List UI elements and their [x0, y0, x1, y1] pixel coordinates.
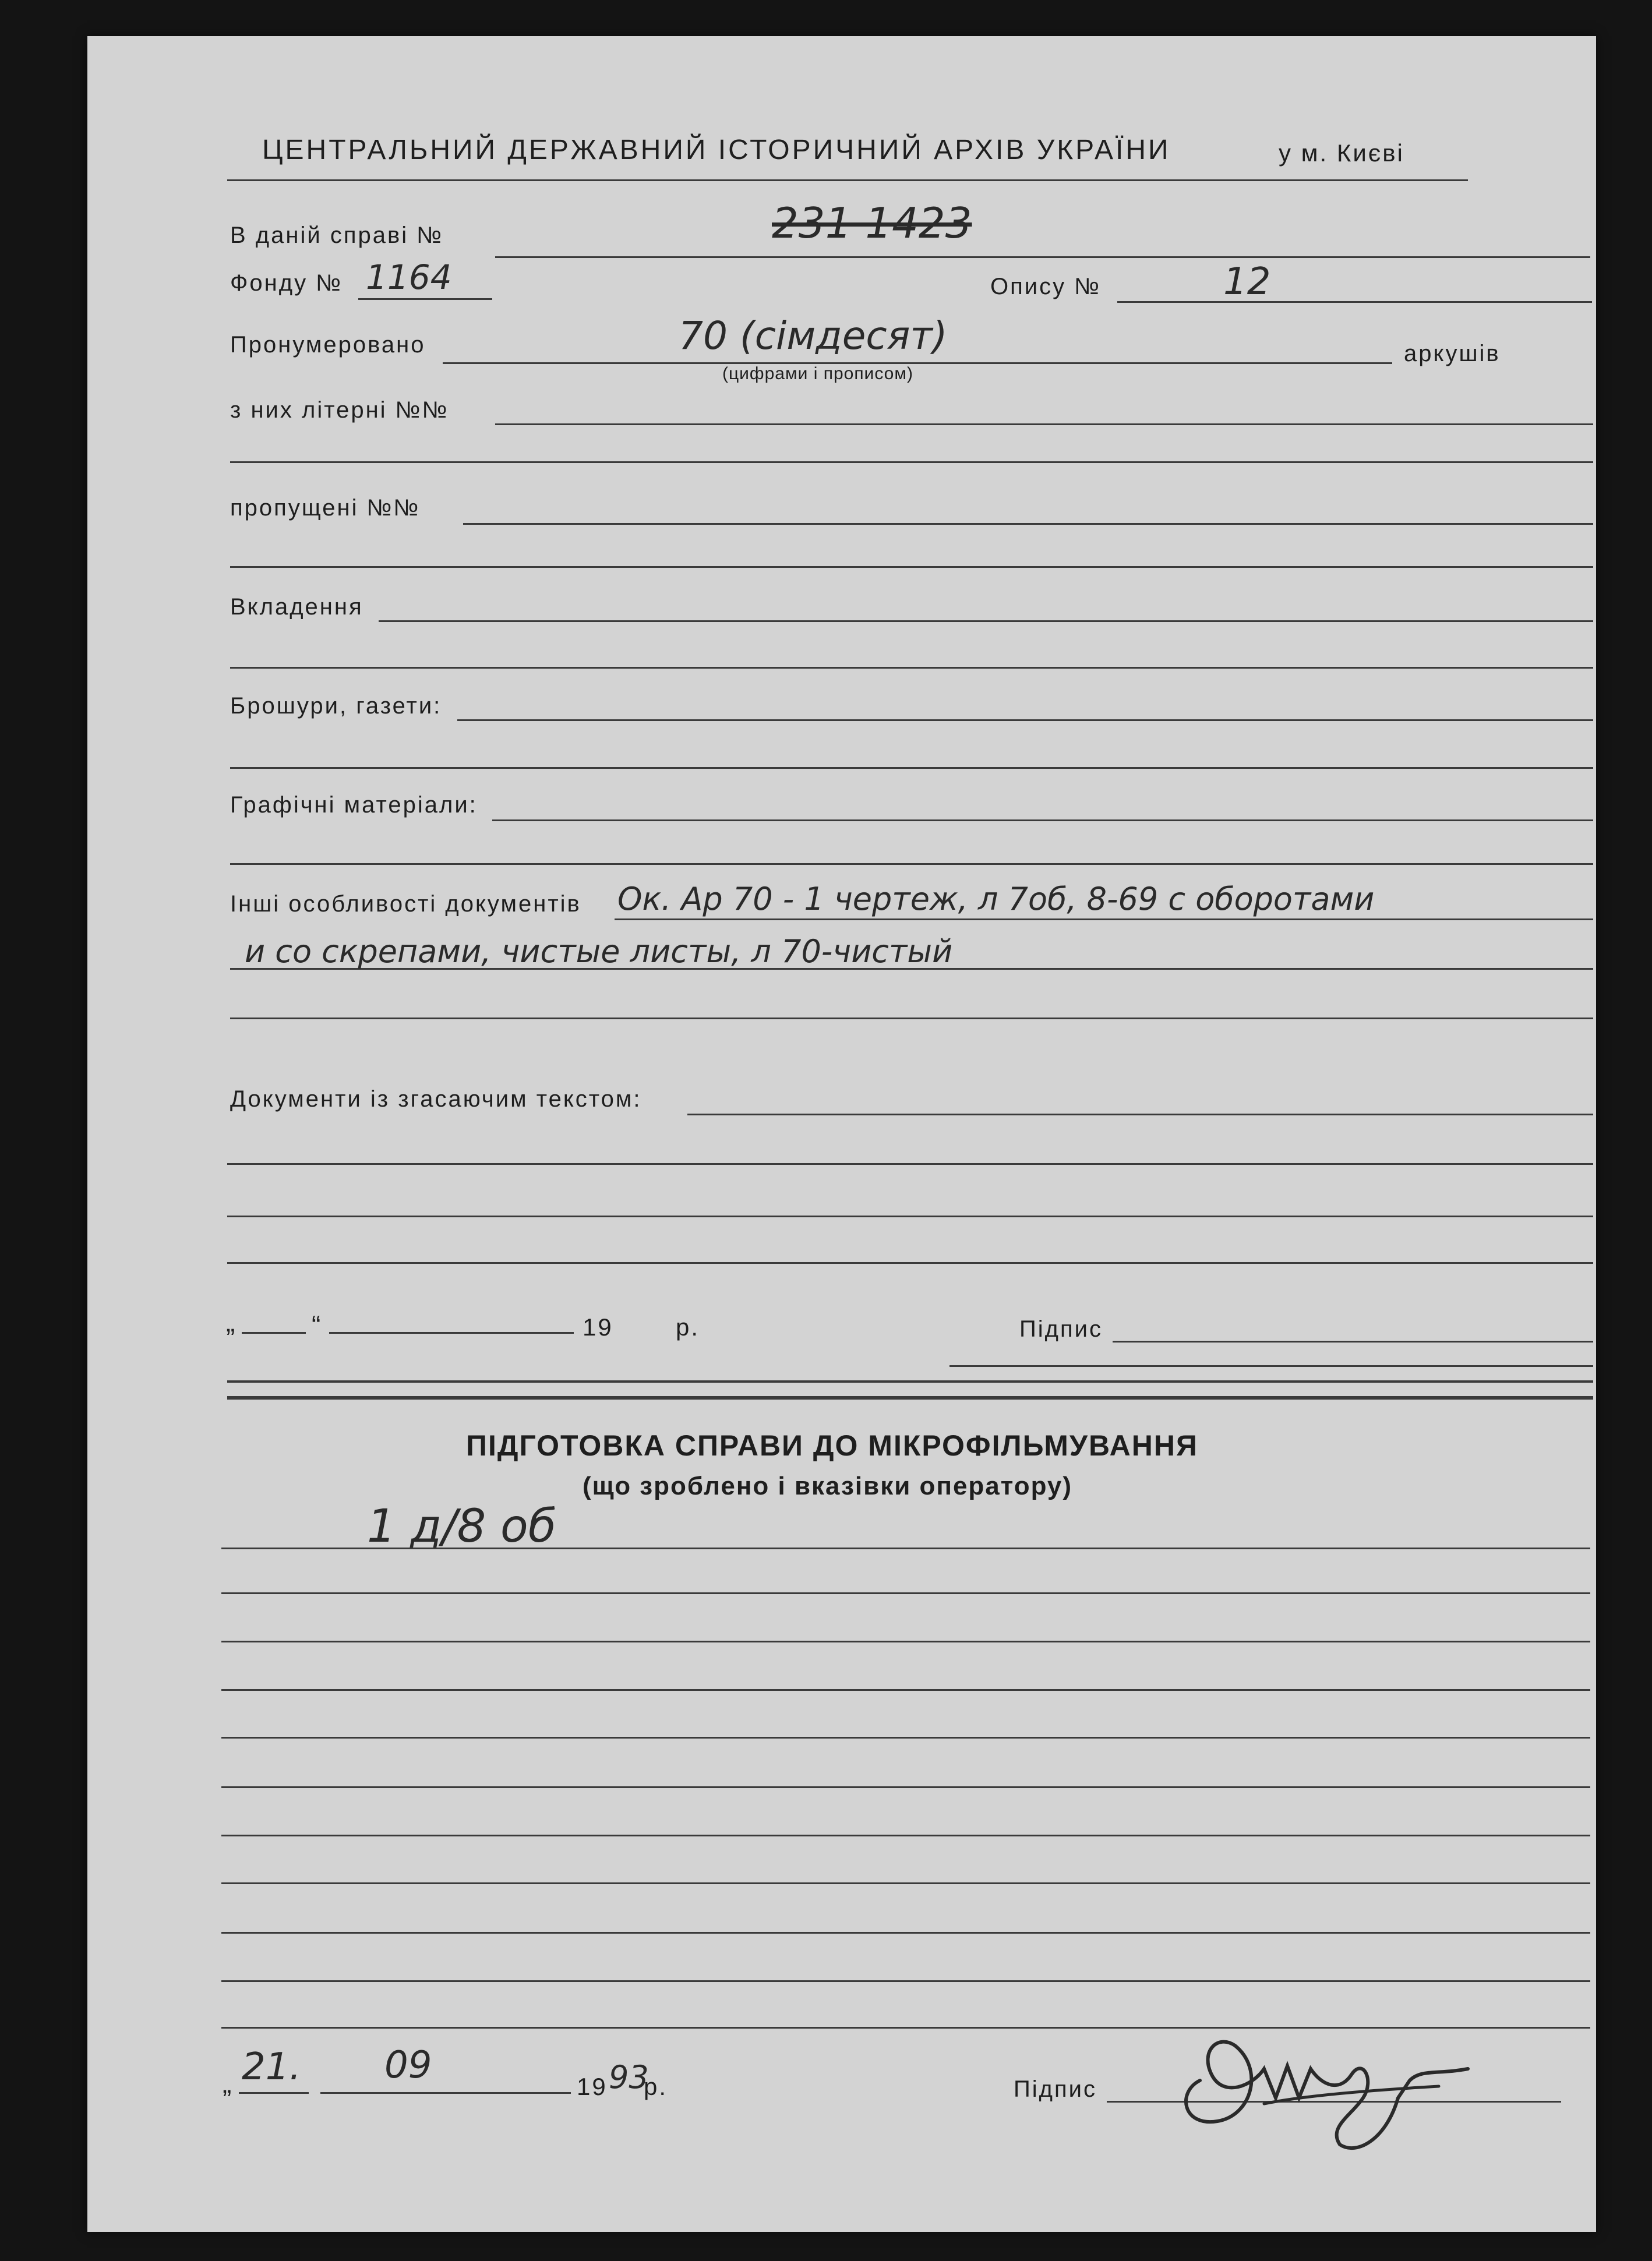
handwritten-signature — [1165, 2011, 1503, 2162]
fond-value: 1164 — [366, 257, 452, 297]
attachments-line-2 — [230, 667, 1593, 669]
case-number-value: 231 1423 — [772, 199, 972, 248]
opys-label: Опису № — [990, 274, 1102, 299]
letter-numbers-line-2 — [230, 461, 1593, 463]
letter-numbers-label: з них літерні №№ — [230, 397, 449, 423]
fading-text-line-4 — [227, 1262, 1593, 1264]
other-features-line-3 — [230, 1018, 1593, 1019]
date-close-quote: “ — [312, 1310, 323, 1340]
microfilm-year-prefix: 19 — [577, 2073, 608, 2100]
fading-text-line-3 — [227, 1216, 1593, 1217]
header-rule — [227, 179, 1468, 181]
signature-label: Підпис — [1019, 1316, 1103, 1342]
fading-text-label: Документи із згасаючим текстом: — [230, 1086, 642, 1112]
case-number-label: В даній справі № — [230, 222, 444, 248]
microfilm-title: ПІДГОТОВКА СПРАВИ ДО МІКРОФІЛЬМУВАННЯ — [466, 1429, 1198, 1462]
microfilm-line-5 — [221, 1737, 1590, 1739]
archive-title: ЦЕНТРАЛЬНИЙ ДЕРЖАВНИЙ ІСТОРИЧНИЙ АРХІВ УКРАЇНИ — [262, 135, 1171, 165]
numbered-line — [443, 362, 1392, 364]
date-day-line — [242, 1332, 306, 1334]
other-features-note-line-1: Ок. Ар 70 - 1 чертеж, л 7об, 8-69 с оборотами — [617, 881, 1375, 917]
microfilm-line-4 — [221, 1689, 1590, 1691]
skipped-numbers-line-2 — [230, 566, 1593, 568]
numbered-label: Пронумеровано — [230, 332, 426, 358]
date-open-quote: „ — [226, 1307, 237, 1337]
section-divider-1 — [227, 1380, 1593, 1383]
case-number-line — [495, 256, 1590, 258]
other-features-label: Інші особливості документів — [230, 891, 581, 917]
microfilm-line-1 — [221, 1548, 1590, 1549]
microfilm-line-9 — [221, 1932, 1590, 1934]
sheets-label: аркушів — [1404, 341, 1501, 366]
fading-text-line — [687, 1114, 1593, 1115]
microfilm-month: 09 — [384, 2044, 432, 2087]
fond-label: Фонду № — [230, 270, 343, 296]
microfilm-year-suffix: р. — [644, 2073, 668, 2100]
graphic-materials-line — [492, 819, 1593, 821]
brochures-label: Брошури, газети: — [230, 693, 442, 719]
microfilm-line-3 — [221, 1641, 1590, 1642]
other-features-note-line-2: и со скрепами, чистые листы, л 70-чистый — [245, 933, 953, 970]
microfilm-line-8 — [221, 1882, 1590, 1884]
skipped-numbers-line — [463, 523, 1593, 525]
signature-line — [1113, 1341, 1593, 1343]
microfilm-month-line — [320, 2092, 571, 2094]
microfilm-year-hand: 93 — [609, 2059, 649, 2096]
fond-line — [358, 298, 492, 300]
numbered-hint: (цифрами і прописом) — [722, 364, 913, 383]
microfilm-signature-label: Підпис — [1014, 2076, 1097, 2102]
section-divider-2 — [227, 1396, 1593, 1400]
microfilm-line-7 — [221, 1835, 1590, 1836]
signature-underline-2 — [949, 1365, 1593, 1367]
archive-form-sheet — [87, 36, 1596, 2232]
microfilm-date-open-quote: „ — [223, 2068, 234, 2099]
brochures-line-2 — [230, 767, 1593, 769]
microfilm-day-line — [239, 2092, 309, 2094]
microfilm-line-2 — [221, 1592, 1590, 1594]
archive-city: у м. Києві — [1279, 139, 1404, 167]
date-month-line — [329, 1332, 574, 1334]
graphic-materials-label: Графічні матеріали: — [230, 792, 478, 818]
skipped-numbers-label: пропущені №№ — [230, 495, 421, 521]
microfilm-note: 1 д/8 об — [367, 1500, 556, 1553]
opys-value: 12 — [1223, 260, 1271, 303]
microfilm-day: 21. — [242, 2046, 301, 2089]
other-features-line — [615, 918, 1593, 920]
graphic-materials-line-2 — [230, 863, 1593, 865]
letter-numbers-line — [495, 423, 1593, 425]
brochures-line — [457, 719, 1593, 721]
year-prefix: 19 — [583, 1313, 613, 1341]
microfilm-line-6 — [221, 1786, 1590, 1788]
fading-text-line-2 — [227, 1163, 1593, 1165]
attachments-line — [379, 620, 1593, 622]
opys-line — [1117, 301, 1592, 303]
attachments-label: Вкладення — [230, 594, 363, 620]
numbered-value: 70 (сімдесят) — [679, 313, 948, 358]
year-suffix: р. — [676, 1313, 700, 1341]
microfilm-line-10 — [221, 1980, 1590, 1982]
microfilm-subtitle: (що зроблено і вказівки оператору) — [583, 1472, 1073, 1500]
